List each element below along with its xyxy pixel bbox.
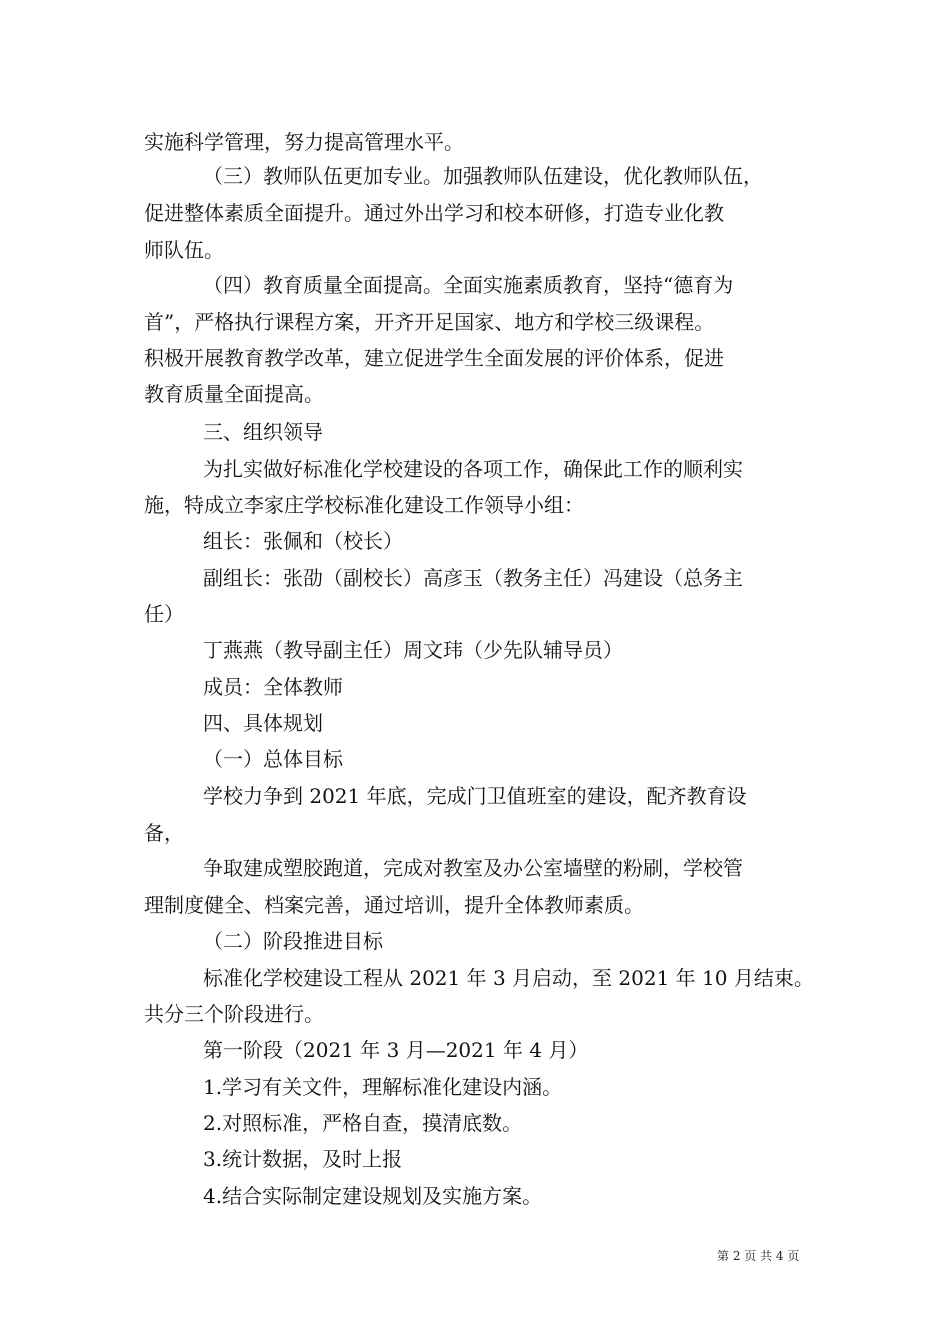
text-line: 共分三个阶段进行。 <box>144 1002 324 1026</box>
page-number: 第 2 页 共 4 页 <box>717 1249 800 1263</box>
section-heading: 四、具体规划 <box>203 711 323 735</box>
list-item: 4.结合实际制定建设规划及实施方案。 <box>203 1184 543 1208</box>
text-line: 标准化学校建设工程从 2021 年 3 月启动，至 2021 年 10 月结束。 <box>203 966 814 990</box>
text-line: 争取建成塑胶跑道，完成对教室及办公室墙壁的粉刷，学校管 <box>203 856 743 880</box>
text-line: 任） <box>144 602 184 626</box>
text-line: 教育质量全面提高。 <box>144 382 324 406</box>
list-item: 1.学习有关文件，理解标准化建设内涵。 <box>203 1075 563 1099</box>
text-line: 理制度健全、档案完善，通过培训，提升全体教师素质。 <box>144 893 644 917</box>
text-line: 成员：全体教师 <box>203 675 343 699</box>
text-line: 促进整体素质全面提升。通过外出学习和校本研修，打造专业化教 <box>144 201 724 225</box>
text-line: 学校力争到 2021 年底，完成门卫值班室的建设，配齐教育设 <box>203 784 747 808</box>
text-line: 第一阶段（2021 年 3 月—2021 年 4 月） <box>203 1038 589 1062</box>
text-line: （三）教师队伍更加专业。加强教师队伍建设，优化教师队伍， <box>203 164 763 188</box>
text-line: 丁燕燕（教导副主任）周文玮（少先队辅导员） <box>203 638 623 662</box>
text-line: 积极开展教育教学改革，建立促进学生全面发展的评价体系，促进 <box>144 346 724 370</box>
text-line: 师队伍。 <box>144 238 224 262</box>
subsection-heading: （二）阶段推进目标 <box>203 929 383 953</box>
subsection-heading: （一）总体目标 <box>203 747 343 771</box>
text-line: 副组长：张劭（副校长）高彦玉（教务主任）冯建设（总务主 <box>203 566 743 590</box>
text-line: （四）教育质量全面提高。全面实施素质教育，坚持“德育为 <box>203 273 734 297</box>
section-heading: 三、组织领导 <box>203 420 323 444</box>
text-line: 施，特成立李家庄学校标准化建设工作领导小组： <box>144 493 584 517</box>
list-item: 3.统计数据，及时上报 <box>203 1147 403 1171</box>
list-item: 2.对照标准，严格自查，摸清底数。 <box>203 1111 523 1135</box>
text-line: 备， <box>144 821 184 845</box>
text-line: 实施科学管理，努力提高管理水平。 <box>144 130 464 154</box>
text-line: 为扎实做好标准化学校建设的各项工作，确保此工作的顺利实 <box>203 457 743 481</box>
text-line: 组长：张佩和（校长） <box>203 529 403 553</box>
text-line: 首”，严格执行课程方案，开齐开足国家、地方和学校三级课程。 <box>144 310 715 334</box>
